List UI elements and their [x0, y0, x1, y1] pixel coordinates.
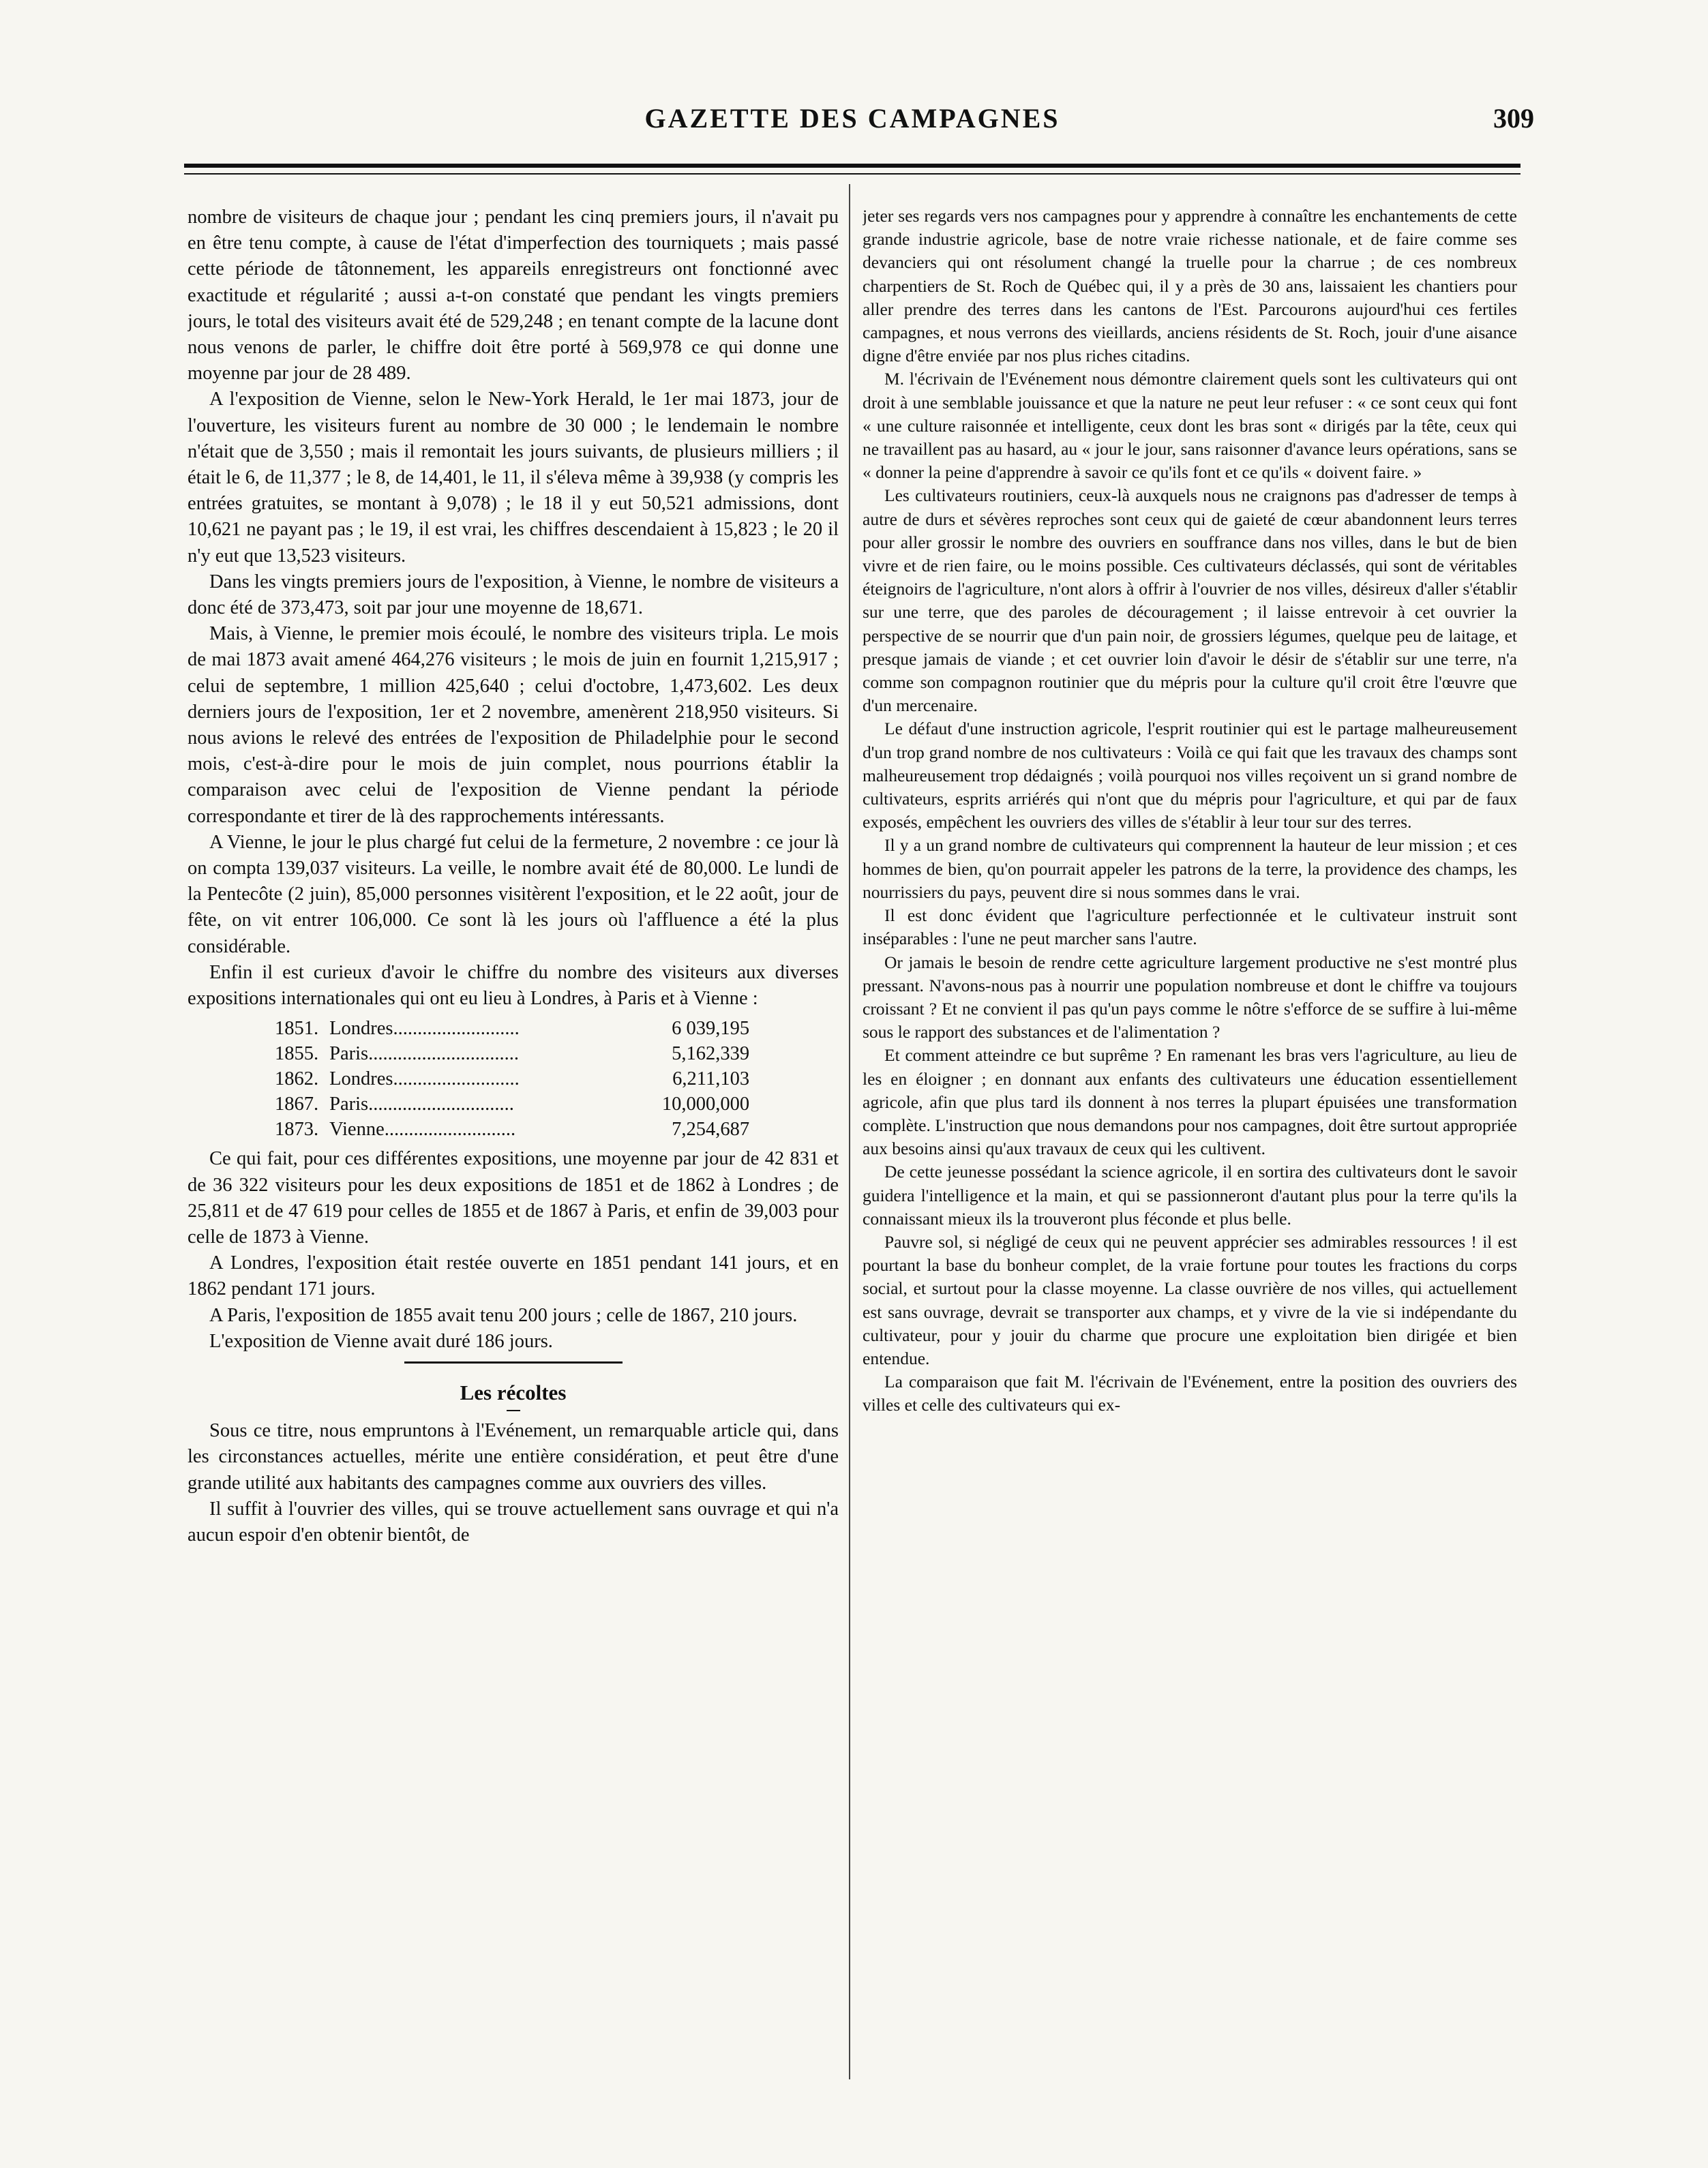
- paragraph: Or jamais le besoin de rendre cette agriculture largement productive ne s'est montré plus pressant. N'avons-nous pas à nourrir une population nombreuse et dont le chiffre va toujours croissant ? Et ne convient il pas qu'un pays comme le nôtre s'efforce de se suffire à lui-même sous le rapport des substances et de l'alimentation ?: [863, 952, 1517, 1042]
- stat-city: Paris...............................: [329, 1043, 519, 1065]
- paragraph: Enfin il est curieux d'avoir le chiffre du nombre des visiteurs aux diverses expositions internationales qui ont eu lieu à Londres, à Paris et à Vienne :: [188, 961, 839, 1010]
- paragraph: A Vienne, le jour le plus chargé fut celui de la fermeture, 2 novembre : ce jour là on compta 139,037 visiteurs. La veille, le nombre avait été de 80,000. Le lundi de la Pentecôte (2 juin), 85,000 personnes visitèrent l'exposition, et le 22 août, jour de fête, on vit entrer 106,000. Ce sont là les jours où l'affluence a été la plus considérable.: [188, 831, 839, 957]
- stat-year: 1855.: [275, 1043, 319, 1065]
- stat-year: 1862.: [275, 1068, 319, 1090]
- paragraph: Pauvre sol, si négligé de ceux qui ne peuvent apprécier ses admirables ressources ! il est pourtant la base du bonheur complet, de la vraie fortune pour toutes les fractions du corps social, et surtout pour la classe moyenne. La classe ouvrière de nos villes, qui actuellement est sans ouvrage, devrait se transporter aux champs, et y vivre de la vie si indépendante du cultivateur, pour y jouir du charme que procure une exploitation bien dirigée et bien entendue.: [863, 1231, 1517, 1368]
- paragraph: A Londres, l'exposition était restée ouverte en 1851 pendant 141 jours, et en 1862 pendant 171 jours.: [188, 1252, 839, 1300]
- paragraph: Et comment atteindre ce but suprême ? En ramenant les bras vers l'agriculture, au lieu de les en éloigner ; en donnant aux enfants des cultivateurs une éducation essentiellement agricole, afin que plus tard ils donnent à nos terres la plupart épuisées une transformation complète. L'instruction que nous demandons pour nos campagnes, doit être surtout appropriée aux besoins ainsi qu'aux travaux de ceux qui les cultivent.: [863, 1045, 1517, 1159]
- paragraph: De cette jeunesse possédant la science agricole, il en sortira des cultivateurs dont le savoir guidera l'intelligence et la main, et qui se passionneront d'autant plus pour la terre qu'ils la connaissant mieux ils la trouveront plus féconde et plus belle.: [863, 1162, 1517, 1229]
- table-row: [269, 1016, 755, 1041]
- paragraph: Il y a un grand nombre de cultivateurs qui comprennent la hauteur de leur mission ; et ces hommes de bien, qu'on pourrait appeler les patrons de la terre, la providence des champs, les nourrissiers du pays, peuvent dire si nous sommes dans le vrai.: [863, 835, 1517, 902]
- paragraph: Sous ce titre, nous empruntons à l'Evénement, un remarquable article qui, dans les circonstances actuelles, mérite une entière considération, et peut être d'une grande utilité aux habitants des campagnes comme aux ouvriers des villes.: [188, 1420, 839, 1494]
- section-dash: [507, 1410, 520, 1411]
- table-row: [269, 1066, 755, 1091]
- paragraph: Dans les vingts premiers jours de l'exposition, à Vienne, le nombre de visiteurs a donc été de 373,473, soit par jour une moyenne de 18,671.: [188, 571, 839, 619]
- paragraph: jeter ses regards vers nos campagnes pour y apprendre à connaître les enchantements de cette grande industrie agricole, base de notre vraie richesse nationale, et de faire comme ses devanciers qui ont résolument changé la truelle pour la charrue ; de ces nombreux charpentiers de St. Roch de Québec qui, il y a près de 30 ans, laissaient les chantiers pour aller prendre des terres dans les cantons de l'Est. Parcourons aujourd'hui ces fertiles campagnes, et nous verrons des vieillards, anciens résidents de St. Roch, jouir d'une aisance digne d'être enviée par nos plus riches citadins.: [863, 206, 1517, 366]
- paragraph: Il suffit à l'ouvrier des villes, qui se trouve actuellement sans ouvrage et qui n'a aucun espoir d'en obtenir bientôt, de: [188, 1498, 839, 1546]
- stat-value: 10,000,000: [661, 1094, 750, 1115]
- stat-city: Vienne...........................: [329, 1119, 516, 1141]
- table-row: [269, 1117, 755, 1142]
- stat-city: Londres..........................: [329, 1068, 520, 1090]
- stat-city: Londres..........................: [329, 1018, 520, 1040]
- column-divider: [849, 184, 850, 2079]
- section-rule: [404, 1361, 623, 1364]
- stat-year: 1867.: [275, 1094, 319, 1115]
- stat-value: 5,162,339: [672, 1043, 750, 1065]
- stat-city: Paris..............................: [329, 1094, 514, 1115]
- paragraph: Mais, à Vienne, le premier mois écoulé, le nombre des visiteurs tripla. Le mois de mai 1873 avait amené 464,276 visiteurs ; le mois de juin en fournit 1,215,917 ; celui de septembre, 1 million 425,640 ; celui d'octobre, 1,473,602. Les deux derniers jours de l'exposition, 1er et 2 novembre, amenèrent 218,950 visiteurs. Si nous avions le relevé des entrées de l'exposition de Philadelphie pour le second mois, c'est-à-dire pour le mois de juin complet, nous pourrions établir la comparaison avec celui de l'exposition de Vienne pendant la période correspondante et tirer de là des rapprochements intéressants.: [188, 623, 839, 827]
- stat-year: 1851.: [275, 1018, 319, 1040]
- table-row: [269, 1041, 755, 1066]
- paragraph: La comparaison que fait M. l'écrivain de l'Evénement, entre la position des ouvriers des villes et celle des cultivateurs qui ex-: [863, 1372, 1517, 1415]
- table-row: [269, 1091, 755, 1117]
- paragraph: Les cultivateurs routiniers, ceux-là auxquels nous ne craignons pas d'adresser de temps à autre de durs et sévères reproches sont ceux qui de gaieté de cœur abandonnent leurs terres pour aller grossir le nombre des ouvriers en souffrance dans nos villes, dans le but de bien vivre et de rien faire, ou le moins possible. Ces cultivateurs déclassés, qui sont de véritables éteignoirs de l'agriculture, n'ont alors à offrir à l'ouvrier de nos villes, désireux d'aller s'établir sur une terre, que des paroles de découragement ; il laisse entrevoir à cet ouvrier la perspective de se nourrir que d'un pain noir, de grossiers légumes, quelque peu de laitage, et presque jamais de viande ; et cet ouvrier loin d'avoir le désir de s'établir sur une terre, n'a comme son compagnon routinier que du mépris pour la culture qu'il croit être l'œuvre que d'un mercenaire.: [863, 485, 1517, 716]
- section-title: Les récoltes: [460, 1380, 567, 1404]
- visitor-stats-table: [269, 1016, 755, 1142]
- paragraph: nombre de visiteurs de chaque jour ; pendant les cinq premiers jours, il n'avait pu en être tenu compte, à cause de l'état d'imperfection des tourniquets ; mais passé cette période de tâtonnement, les appareils enregistreurs ont fonctionné avec exactitude et régularité ; aussi a-t-on constaté que pendant les vingts premiers jours, le total des visiteurs avait été de 529,248 ; en tenant compte de la lacune dont nous venons de parler, le chiffre doit être porté à 569,978 ce qui donne une moyenne par jour de 28 489.: [188, 207, 839, 385]
- paragraph: L'exposition de Vienne avait duré 186 jours.: [209, 1330, 553, 1352]
- right-column: [863, 205, 1517, 2086]
- stat-value: 7,254,687: [672, 1119, 750, 1141]
- paragraph: Ce qui fait, pour ces différentes expositions, une moyenne par jour de 42 831 et de 36 322 visiteurs pour les deux expositions de 1851 et de 1862 à Londres ; de 25,811 et de 47 619 pour celles de 1855 et de 1867 à Paris, et enfin de 39,003 pour celle de 1873 à Vienne.: [188, 1148, 839, 1248]
- paragraph: A Paris, l'exposition de 1855 avait tenu 200 jours ; celle de 1867, 210 jours.: [209, 1304, 798, 1326]
- header-rule-thick: [184, 164, 1520, 168]
- page-number: 309: [1493, 103, 1534, 134]
- left-column: [188, 205, 839, 2086]
- page-header: [170, 102, 1534, 143]
- paragraph: M. l'écrivain de l'Evénement nous démontre clairement quels sont les cultivateurs qui ont droit à une semblable jouissance et que la nature ne peut leur refuser : « ce sont ceux qui font « une culture raisonnée et intelligente, ceux dont les bras sont « dirigés par la tête, ceux qui ne travaillent pas au hasard, au « jour le jour, sans raisonner d'avance leurs opérations, sans se « donner la peine d'apprendre à savoir ce qu'ils font et ce qu'ils « doivent faire. »: [863, 369, 1517, 483]
- stat-value: 6 039,195: [672, 1018, 750, 1040]
- running-title: GAZETTE DES CAMPAGNES: [644, 103, 1060, 134]
- paragraph: A l'exposition de Vienne, selon le New-York Herald, le 1er mai 1873, jour de l'ouverture, les visiteurs furent au nombre de 30 000 ; le lendemain le nombre n'était que de 3,550 ; mais il remontait les jours suivants, de plusieurs milliers ; il était le 6, de 11,377 ; le 8, de 14,401, le 11, il s'éleva même à 39,938 (y compris les entrées gratuites, se montant à 9,078) ; le 18 il y eut 50,521 admissions, dont 10,621 ne payant pas ; le 19, il est vrai, les chiffres descendaient à 15,823 ; le 20 il n'y eut que 13,523 visiteurs.: [188, 389, 839, 567]
- paragraph: Il est donc évident que l'agriculture perfectionnée et le cultivateur instruit sont inséparables : l'une ne peut marcher sans l'autre.: [863, 905, 1517, 949]
- paragraph: Le défaut d'une instruction agricole, l'esprit routinier qui est le partage malheureusement d'un trop grand nombre de nos cultivateurs : Voilà ce qui fait que les travaux des champs sont malheureusement trop dédaignés ; voilà pourquoi nos villes reçoivent un si grand nombre de cultivateurs, esprits arriérés qui n'ont que du mépris pour l'agriculture, et qui par de faux exposés, empêchent les ouvriers des villes de s'établir à leur tour sur des terres.: [863, 719, 1517, 832]
- header-rule-thin: [184, 173, 1520, 175]
- stat-value: 6,211,103: [672, 1068, 750, 1090]
- stat-year: 1873.: [275, 1119, 319, 1141]
